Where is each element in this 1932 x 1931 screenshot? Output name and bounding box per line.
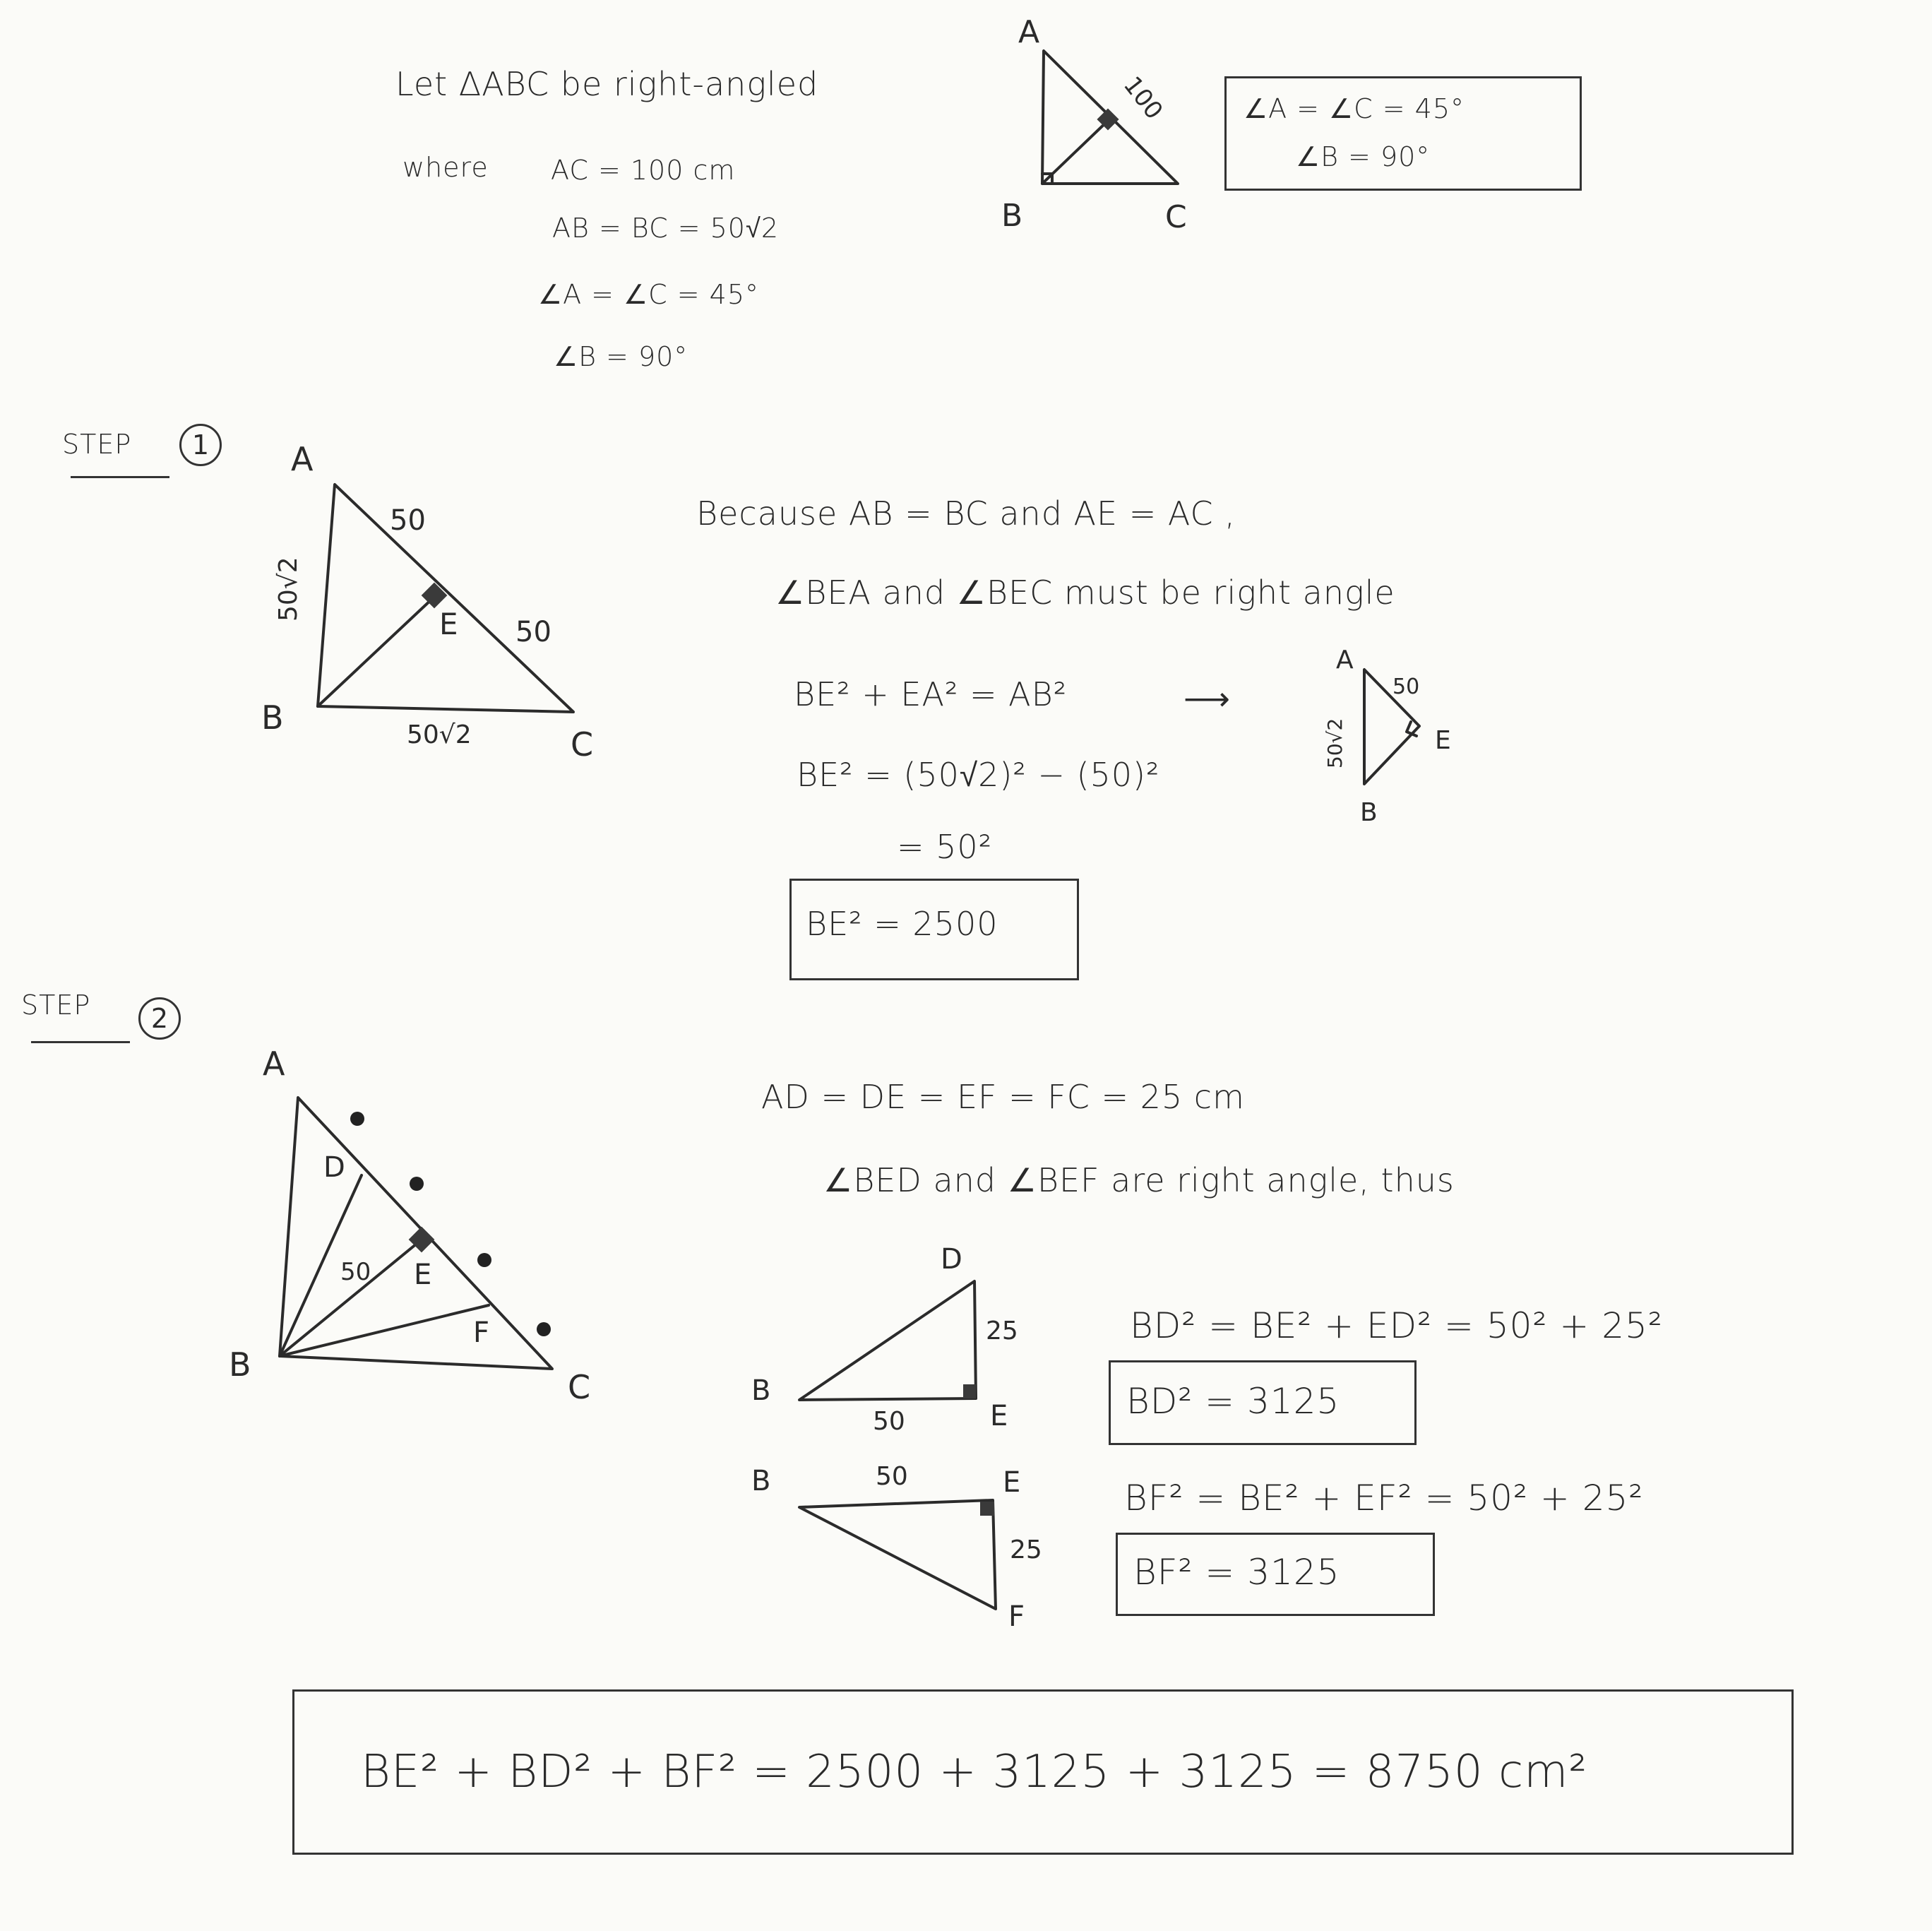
step1-reason-2: ∠BEA and ∠BEC must be right angle	[775, 574, 1395, 612]
label-ef: 25	[1010, 1535, 1042, 1564]
step2-number: 2	[150, 1003, 169, 1034]
label-ae: 50	[1393, 675, 1420, 699]
step2-number-circle	[138, 997, 181, 1040]
label-de: 25	[986, 1317, 1018, 1345]
label-b: B	[1001, 198, 1023, 234]
step1-eq-1: BE² + EA² = AB²	[794, 675, 1068, 713]
step1-underline	[71, 476, 169, 478]
top-triangle-figure	[989, 14, 1215, 240]
step2-result-bd-box	[1109, 1360, 1417, 1445]
label-d: D	[323, 1151, 345, 1184]
step1-eq-2: BE² = (50√2)² − (50)²	[797, 756, 1160, 794]
label-ab: 50√2	[1323, 718, 1347, 768]
right-angle-mark	[963, 1384, 976, 1398]
step1-mini-triangle	[1313, 643, 1483, 840]
step1-heading: STEP	[62, 429, 132, 460]
step1-result-box	[789, 879, 1079, 980]
label-be: 50	[876, 1462, 908, 1491]
intro-ab-bc: AB = BC = 50√2	[552, 213, 780, 244]
label-d: D	[941, 1243, 962, 1276]
label-e: E	[439, 607, 458, 641]
step1-reason-1: Because AB = BC and AE = AC ,	[696, 494, 1236, 533]
dot-1	[350, 1112, 364, 1126]
triangle-bde	[799, 1281, 976, 1400]
label-a: A	[1336, 646, 1354, 675]
dot-4	[537, 1322, 551, 1336]
label-b: B	[1360, 798, 1378, 827]
triangle-bef	[799, 1500, 996, 1609]
label-ae: 50	[390, 504, 426, 537]
label-e: E	[414, 1259, 432, 1291]
label-ab: 50√2	[274, 557, 303, 622]
step2-heading: STEP	[21, 990, 91, 1021]
step2-eq-bd: BD² = BE² + ED² = 50² + 25²	[1130, 1305, 1663, 1346]
dot-3	[477, 1253, 491, 1267]
segment-be	[318, 598, 434, 706]
intro-box-line-2: ∠B = 90°	[1296, 141, 1431, 172]
step2-result-bf-box	[1116, 1533, 1435, 1616]
intro-line-1: Let ΔABC be right-angled	[395, 65, 819, 103]
step2-triangle-bde	[741, 1243, 1066, 1448]
step1-number-circle	[179, 424, 222, 466]
step2-eq-bf: BF² = BE² + EF² = 50² + 25²	[1124, 1478, 1644, 1519]
intro-box-line-1: ∠A = ∠C = 45°	[1244, 93, 1465, 124]
label-b: B	[261, 699, 284, 737]
intro-angle-b: ∠B = 90°	[554, 341, 688, 372]
step1-triangle-figure	[254, 440, 621, 770]
label-e: E	[990, 1400, 1008, 1432]
step2-line-2: ∠BED and ∠BEF are right angle, thus	[823, 1161, 1455, 1199]
label-f: F	[1008, 1600, 1025, 1633]
step2-line-1: AD = DE = EF = FC = 25 cm	[761, 1078, 1245, 1116]
intro-where: where	[402, 152, 489, 183]
step2-triangle-bef	[741, 1455, 1066, 1639]
final-answer-box	[292, 1689, 1794, 1855]
arrow-icon: ⟶	[1183, 679, 1231, 718]
step1-eq-3: = 50²	[897, 828, 993, 866]
label-a: A	[263, 1045, 285, 1083]
label-be: 50	[873, 1407, 905, 1436]
label-c: C	[571, 725, 594, 764]
step2-triangle-figure	[212, 1045, 621, 1413]
step1-number: 1	[191, 429, 210, 461]
step2-result-bd: BD² = 3125	[1126, 1381, 1340, 1422]
label-b: B	[229, 1345, 251, 1384]
label-ac-length: 100	[1117, 71, 1169, 125]
label-be: 50	[340, 1258, 371, 1286]
right-angle-mark	[980, 1502, 994, 1516]
label-ec: 50	[515, 616, 551, 648]
dot-2	[410, 1177, 424, 1191]
label-b: B	[751, 1465, 771, 1497]
intro-angles-ac: ∠A = ∠C = 45°	[538, 279, 760, 310]
step2-result-bf: BF² = 3125	[1133, 1552, 1340, 1593]
step1-result: BE² = 2500	[806, 905, 998, 943]
triangle-abc	[318, 485, 573, 712]
label-a: A	[1018, 14, 1040, 50]
label-e: E	[1003, 1466, 1021, 1499]
label-a: A	[291, 440, 314, 478]
label-bc: 50√2	[407, 720, 472, 749]
label-e: E	[1435, 726, 1451, 755]
final-answer: BE² + BD² + BF² = 2500 + 3125 + 3125 = 8750 cm²	[361, 1746, 1588, 1798]
intro-angle-box	[1224, 76, 1582, 191]
step2-underline	[31, 1041, 130, 1043]
intro-ac: AC = 100 cm	[551, 155, 736, 186]
label-c: C	[568, 1368, 591, 1406]
label-f: F	[473, 1317, 490, 1349]
label-b: B	[751, 1374, 771, 1407]
label-c: C	[1165, 199, 1187, 235]
